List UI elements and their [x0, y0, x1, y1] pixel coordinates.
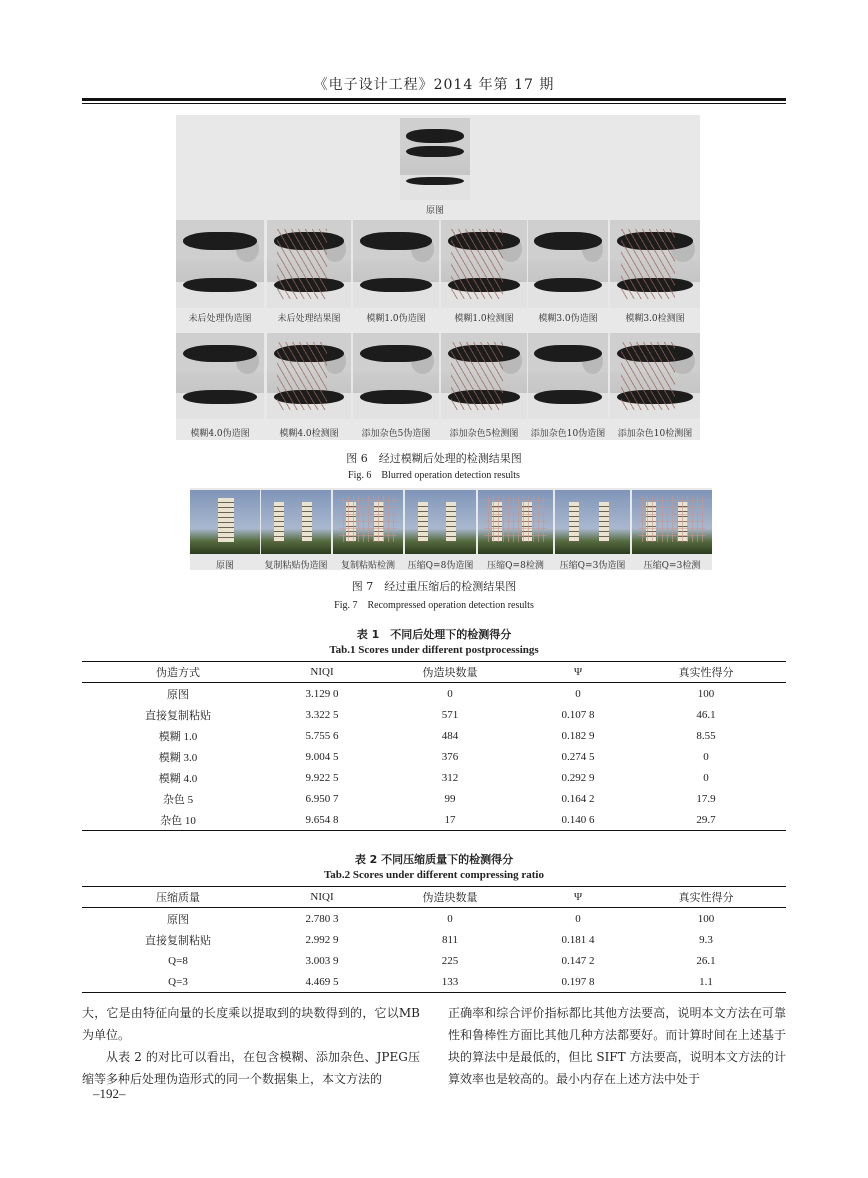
journal-header: 《电子设计工程》2014 年第 17 期: [313, 77, 555, 93]
figure6-row2-image: [528, 333, 608, 419]
table2-cell: Q=3: [168, 975, 188, 988]
table1-cell: 9.922 5: [305, 771, 339, 784]
table1-cell: 376: [441, 750, 459, 763]
table1-caption-en: Tab.1 Scores under different postprocessings: [329, 644, 539, 656]
table1-header-cell: 伪造方式: [156, 667, 200, 679]
table1-cell: 571: [441, 708, 459, 721]
table1-cell: 46.1: [696, 708, 716, 721]
table1-cell: 3.322 5: [305, 708, 339, 721]
table2-caption-cn: 表 2 不同压缩质量下的检测得分: [354, 853, 514, 866]
header-rule-thick: [82, 98, 786, 101]
figure7-image: [261, 490, 331, 554]
figure6-original-image: [400, 118, 470, 200]
table2-cell: 1.1: [699, 975, 713, 988]
table1-cell: 0.164 2: [561, 792, 595, 805]
table1-cell: 5.755 6: [305, 729, 339, 742]
body-left-paragraph-2: 从表 2 的对比可以看出，在包含模糊、添加杂色、JPEG压缩等多种后处理伪造形式的同一个数据集上，本文方法的: [82, 1050, 420, 1086]
figure6-row1-label: 未后处理结果图: [277, 314, 341, 324]
table1-cell: 6.950 7: [305, 792, 339, 805]
table2-cell: 0.197 8: [561, 975, 595, 988]
table1-cell: 模糊 3.0: [158, 751, 198, 764]
table1-cell: 29.7: [696, 813, 716, 826]
figure7-caption-en: Fig. 7 Recompressed operation detection results: [334, 600, 534, 611]
table1-cell: 0.140 6: [561, 813, 595, 826]
figure7-image: [190, 490, 260, 554]
figure7-image: [555, 490, 630, 554]
table2-cell: 直接复制粘贴: [145, 934, 211, 947]
figure7-image: [632, 490, 712, 554]
figure7-label: 复制粘贴检测: [340, 561, 395, 571]
table1-cell: 17.9: [696, 792, 716, 805]
table1-cell: 模糊 4.0: [158, 772, 198, 785]
table1-cell: 0: [703, 750, 709, 763]
table2-cell: 0.147 2: [561, 954, 595, 967]
page-number: –192–: [93, 1086, 126, 1101]
figure7-label: 复制粘贴伪造图: [264, 561, 328, 571]
table1-header-cell: 伪造块数量: [422, 667, 478, 679]
figure6-row1-image: [610, 220, 700, 308]
table1: [82, 661, 786, 831]
table1-cell: 0: [447, 687, 453, 700]
table2-header-cell: NIQI: [310, 891, 334, 903]
table1-row: [82, 725, 786, 746]
table1-cell: 杂色 10: [160, 814, 196, 827]
table1-cell: 0.182 9: [561, 729, 595, 742]
figure6-row1-label: 模糊3.0检测图: [625, 314, 685, 324]
figure6-row1-label: 未后处理伪造图: [188, 314, 252, 324]
table1-cell: 484: [441, 729, 459, 742]
table1-cell: 原图: [167, 688, 189, 701]
figure7-image: [333, 490, 403, 554]
table2-cell: 3.003 9: [305, 954, 339, 967]
figure6-row1-image: [441, 220, 527, 308]
table2-header-cell: 真实性得分: [678, 892, 734, 904]
figure7-caption-cn: 图 7 经过重压缩后的检测结果图: [351, 580, 517, 593]
figure6-row1-image: [176, 220, 264, 308]
figure7-label: 原图: [215, 561, 234, 571]
table2-cell: 133: [441, 975, 459, 988]
table1-cell: 8.55: [696, 729, 716, 742]
table2-cell: 4.469 5: [305, 975, 339, 988]
table2-cell: 原图: [167, 913, 189, 926]
figure6-row2-label: 添加杂色5检测图: [449, 429, 519, 439]
table1-cell: 0.292 9: [561, 771, 595, 784]
table2-cell: 26.1: [696, 954, 716, 967]
figure6-caption-en: Fig. 6 Blurred operation detection results: [348, 470, 520, 481]
figure6-row2-label: 添加杂色10伪造图: [530, 429, 606, 439]
figure6-row2-image: [441, 333, 527, 419]
table1-cell: 100: [697, 687, 715, 700]
table2-cell: 811: [441, 933, 459, 946]
table1-header-cell: 真实性得分: [678, 667, 734, 679]
figure7-label: 压缩Q=3检测: [643, 561, 701, 571]
figure6-row1-image: [353, 220, 439, 308]
table2: [82, 886, 786, 993]
table2-row: [82, 908, 786, 930]
table2-cell: 0: [447, 912, 453, 925]
figure6-row1-image: [528, 220, 608, 308]
table1-cell: 0: [703, 771, 709, 784]
figure7-label: 压缩Q=8检测: [487, 561, 544, 571]
table2-row: [82, 950, 786, 971]
table2-cell: 0.181 4: [561, 933, 595, 946]
table1-cell: 模糊 1.0: [158, 730, 198, 743]
table1-cell: 杂色 5: [162, 793, 194, 806]
table1-cell: 17: [444, 813, 456, 826]
table2-cell: 2.992 9: [305, 933, 339, 946]
figure6-original-label: 原图: [425, 206, 444, 216]
table1-cell: 312: [441, 771, 459, 784]
table2-header-cell: Ψ: [573, 891, 583, 903]
body-right-paragraph: 正确率和综合评价指标都比其他方法要高，说明本文方法在可靠性和鲁棒性方面比其他几种方法都要好。而计算时间在上述基于块的算法中是最低的，但比 SIFT 方法要高，说明本文方法的计算效率也是较高的。最小内存在上述方法中处于: [448, 1006, 786, 1086]
figure6-row1-image: [267, 220, 351, 308]
table1-row: [82, 788, 786, 809]
table2-cell: 2.780 3: [305, 912, 339, 925]
table2-cell: 9.3: [699, 933, 713, 946]
figure7-label: 压缩Q=8伪造图: [407, 561, 474, 571]
table1-row: [82, 809, 786, 831]
table2-cell: 100: [697, 912, 715, 925]
table1-row: [82, 746, 786, 767]
table1-cell: 3.129 0: [305, 687, 339, 700]
table1-cell: 9.004 5: [305, 750, 339, 763]
figure6-row1-label: 模糊1.0伪造图: [366, 314, 426, 324]
figure6-row2-image: [353, 333, 439, 419]
figure6-row2-image: [267, 333, 351, 419]
table2-cell: 225: [441, 954, 459, 967]
figure6-row2-image: [610, 333, 700, 419]
table1-row: [82, 767, 786, 788]
table1-cell: 0: [575, 687, 581, 700]
table1-cell: 0.274 5: [561, 750, 595, 763]
table1-header-cell: Ψ: [573, 666, 583, 678]
header-rule-thin: [82, 103, 786, 104]
figure7-image: [405, 490, 476, 554]
figure6-row2-label: 模糊4.0检测图: [279, 429, 339, 439]
figure7-image: [478, 490, 553, 554]
body-left-paragraph-1: 大，它是由特征向量的长度乘以提取到的块数得到的，它以MB 为单位。: [82, 1006, 420, 1042]
table1-row: [82, 683, 786, 705]
table2-cell: Q=8: [168, 954, 188, 967]
table2-cell: 0: [575, 912, 581, 925]
table1-row: [82, 704, 786, 725]
table1-cell: 99: [444, 792, 456, 805]
figure6-caption-cn: 图 6 经过模糊后处理的检测结果图: [346, 452, 522, 465]
table1-cell: 9.654 8: [305, 813, 339, 826]
table2-header-cell: 伪造块数量: [422, 892, 478, 904]
figure6-row2-image: [176, 333, 264, 419]
figure6-row2-label: 添加杂色5伪造图: [361, 429, 431, 439]
figure6-row2-label: 模糊4.0伪造图: [190, 429, 250, 439]
figure7-label: 压缩Q=3伪造图: [559, 561, 626, 571]
table2-row: [82, 929, 786, 950]
table1-header-cell: NIQI: [310, 666, 334, 678]
table1-caption-cn: 表 1 不同后处理下的检测得分: [356, 628, 512, 641]
table2-caption-en: Tab.2 Scores under different compressing ratio: [323, 869, 544, 881]
figure6-row2-label: 添加杂色10检测图: [617, 429, 693, 439]
table1-cell: 直接复制粘贴: [145, 709, 211, 722]
table1-header-row: [82, 662, 786, 683]
table2-row: [82, 971, 786, 993]
table2-header-row: [82, 887, 786, 908]
figure6-row1-label: 模糊1.0检测图: [454, 314, 514, 324]
table2-header-cell: 压缩质量: [156, 892, 200, 904]
table1-cell: 0.107 8: [561, 708, 595, 721]
figure6-row1-label: 模糊3.0伪造图: [538, 314, 598, 324]
